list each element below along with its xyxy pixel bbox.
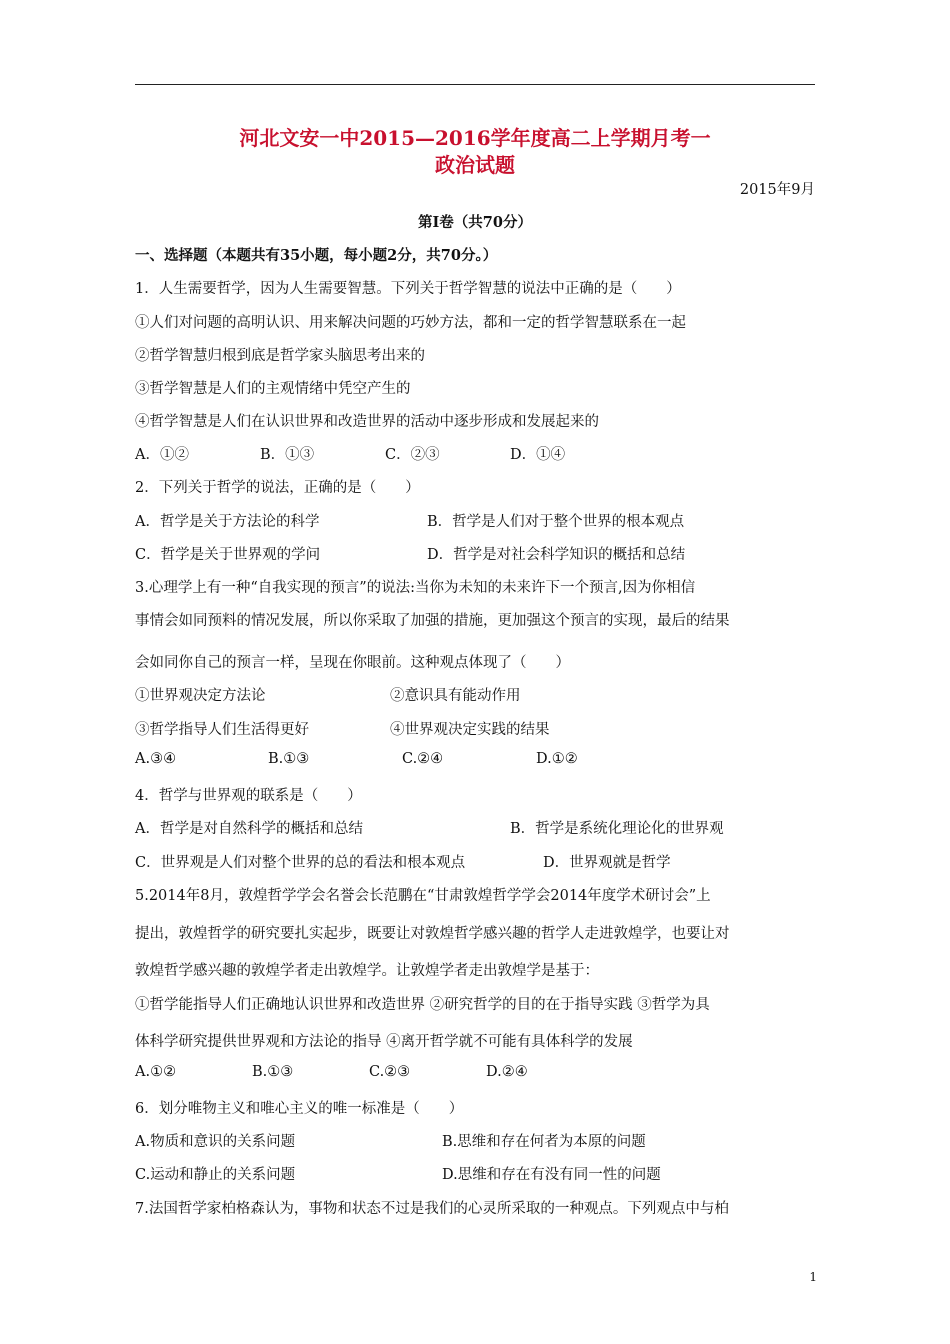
statement-3: ③哲学指导人们生活得更好: [135, 722, 309, 738]
statement-4: ④世界观决定实践的结果: [390, 722, 550, 738]
choice-d: D．①④: [510, 447, 566, 463]
question-1-statement-1: ①人们对问题的高明认识、用来解决问题的巧妙方法，都和一定的哲学智慧联系在一起: [135, 315, 686, 331]
section-heading: 一、选择题（本题共有35小题，每小题2分，共70分。）: [135, 247, 498, 264]
part-heading: 第Ⅰ卷（共70分）: [418, 214, 532, 231]
statement-1: ①世界观决定方法论: [135, 688, 266, 704]
choice-d: D.①②: [536, 751, 578, 767]
question-3-stem-line-3: 会如同你自己的预言一样，呈现在你眼前。这种观点体现了（ ）: [135, 655, 570, 671]
choice-a: A．哲学是关于方法论的科学: [135, 514, 320, 530]
exam-title: 河北文安一中2015—2016学年度高二上学期月考一: [239, 126, 711, 150]
choice-a: A.③④: [135, 751, 177, 767]
choice-b: B．哲学是人们对于整个世界的根本观点: [427, 514, 685, 530]
question-5-stem-line-3: 敦煌哲学感兴趣的敦煌学者走出敦煌学。让敦煌学者走出敦煌学是基于：: [135, 963, 599, 979]
choice-b: B.①③: [252, 1064, 294, 1080]
question-3-stem-line-2: 事情会如同预料的情况发展，所以你采取了加强的措施，更加强这个预言的实现，最后的结果: [135, 613, 730, 629]
choice-d: D．世界观就是哲学: [543, 855, 671, 871]
question-1-stem: 1．人生需要哲学，因为人生需要智慧。下列关于哲学智慧的说法中正确的是（ ）: [135, 281, 681, 297]
choice-c: C．哲学是关于世界观的学问: [135, 547, 321, 563]
question-1-statement-2: ②哲学智慧归根到底是哲学家头脑思考出来的: [135, 348, 425, 364]
choice-b: B.思维和存在何者为本原的问题: [442, 1134, 646, 1150]
choice-a: A.①②: [135, 1064, 177, 1080]
choice-c: C．世界观是人们对整个世界的总的看法和根本观点: [135, 855, 466, 871]
question-4-stem: 4．哲学与世界观的联系是（ ）: [135, 788, 362, 804]
question-5-statements-line-1: ①哲学能指导人们正确地认识世界和改造世界 ②研究哲学的目的在于指导实践 ③哲学为具: [135, 997, 710, 1013]
question-7-stem-line-1: 7.法国哲学家柏格森认为，事物和状态不过是我们的心灵所采取的一种观点。下列观点中与柏: [135, 1201, 729, 1217]
question-5-stem-line-2: 提出，敦煌哲学的研究要扎实起步，既要让对敦煌哲学感兴趣的哲学人走进敦煌学，也要让对: [135, 926, 730, 942]
choice-d: D．哲学是对社会科学知识的概括和总结: [427, 547, 686, 563]
choice-b: B．①③: [260, 447, 315, 463]
question-3-stem-line-1: 3.心理学上有一种“自我实现的预言”的说法:当你为未知的未来许下一个预言,因为你相信: [135, 580, 696, 596]
question-1-statement-4: ④哲学智慧是人们在认识世界和改造世界的活动中逐步形成和发展起来的: [135, 414, 599, 430]
choice-b: B．哲学是系统化理论化的世界观: [510, 821, 724, 837]
choice-c: C.②④: [402, 751, 444, 767]
question-5-statements-line-2: 体科学研究提供世界观和方法论的指导 ④离开哲学就不可能有具体科学的发展: [135, 1034, 633, 1050]
question-1-statement-3: ③哲学智慧是人们的主观情绪中凭空产生的: [135, 381, 411, 397]
choice-a: A．哲学是对自然科学的概括和总结: [135, 821, 363, 837]
exam-date: 2015年9月: [739, 182, 815, 198]
statement-2: ②意识具有能动作用: [390, 688, 521, 704]
choice-c: C.运动和静止的关系问题: [135, 1167, 296, 1183]
question-6-stem: 6．划分唯物主义和唯心主义的唯一标准是（ ）: [135, 1101, 464, 1117]
choice-d: D.思维和存在有没有同一性的问题: [442, 1167, 661, 1183]
header-rule: [135, 84, 815, 85]
choice-a: A.物质和意识的关系问题: [135, 1134, 296, 1150]
choice-c: C．②③: [385, 447, 440, 463]
choice-c: C.②③: [369, 1064, 411, 1080]
choice-a: A．①②: [135, 447, 189, 463]
exam-subtitle: 政治试题: [435, 153, 515, 177]
page-number: 1: [809, 1270, 817, 1284]
choice-d: D.②④: [486, 1064, 528, 1080]
choice-b: B.①③: [268, 751, 310, 767]
question-2-stem: 2．下列关于哲学的说法，正确的是（ ）: [135, 480, 420, 496]
question-5-stem-line-1: 5.2014年8月，敦煌哲学学会名誉会长范鹏在“甘肃敦煌哲学学会2014年度学术研讨会”上: [135, 888, 711, 904]
